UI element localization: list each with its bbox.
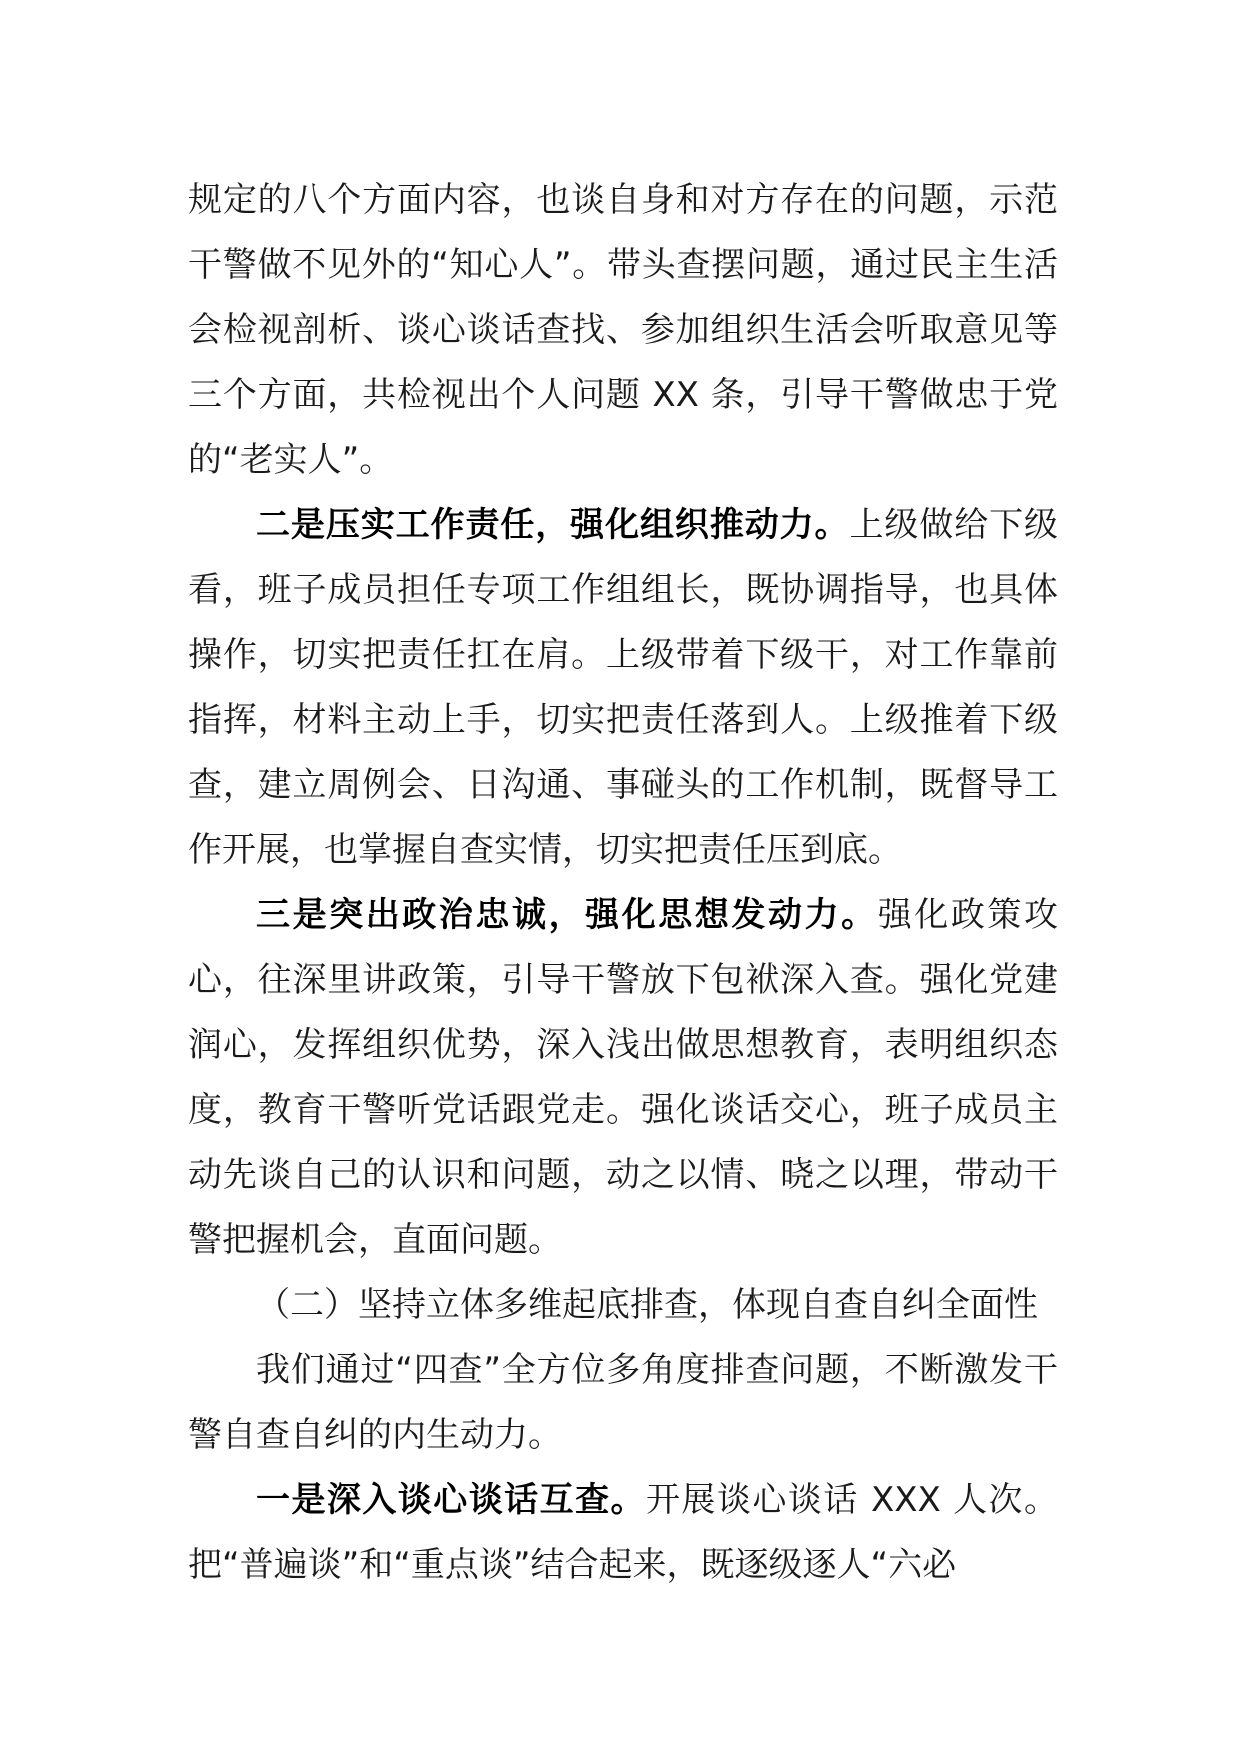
paragraph-heart-to-heart	[188, 1468, 1058, 1598]
document-body	[188, 168, 1058, 1598]
paragraph-heading: 三是突出政治忠诚，强化思想发动力。	[256, 895, 878, 935]
paragraph-heading: 一是深入谈心谈话互查。	[256, 1480, 646, 1520]
paragraph-text: 我们通过“四查”全方位多角度排查问题，不断激发干警自查自纠的内生动力。	[188, 1350, 1058, 1455]
paragraph-text: 强化政策攻心，往深里讲政策，引导干警放下包袱深入查。强化党建润心，发挥组织优势，深入浅出做思想教育，表明组织态度，教育干警听党话跟党走。强化谈话交心，班子成员主动先谈自己的认识和问题，动之以情、晓之以理，带动干警把握机会，直面问题。	[188, 895, 1059, 1260]
paragraph-text: 规定的八个方面内容，也谈自身和对方存在的问题，示范干警做不见外的“知心人”。带头查摆问题，通过民主生活会检视剖析、谈心谈话查找、参加组织生活会听取意见等三个方面，共检视出个人问题 XX 条，引导干警做忠于党的“老实人”。	[188, 180, 1058, 480]
section-heading	[188, 1273, 1058, 1338]
section-heading-text: （二）坚持立体多维起底排查，体现自查自纠全面性	[256, 1285, 1038, 1325]
paragraph-text: 开展谈心谈话 XXX 人次。把“普遍谈”和“重点谈”结合起来，既逐级逐人“六必	[188, 1480, 1058, 1585]
paragraph-work-responsibility	[188, 493, 1058, 883]
paragraph-political-loyalty	[188, 883, 1058, 1273]
paragraph-heading: 二是压实工作责任，强化组织推动力。	[256, 505, 850, 545]
paragraph-four-checks	[188, 1338, 1058, 1468]
paragraph-text: 上级做给下级看，班子成员担任专项工作组组长，既协调指导，也具体操作，切实把责任扛在肩。上级带着下级干，对工作靠前指挥，材料主动上手，切实把责任落到人。上级推着下级查，建立周例会、日沟通、事碰头的工作机制，既督导工作开展，也掌握自查实情，切实把责任压到底。	[188, 505, 1059, 870]
paragraph-continuation	[188, 168, 1058, 493]
